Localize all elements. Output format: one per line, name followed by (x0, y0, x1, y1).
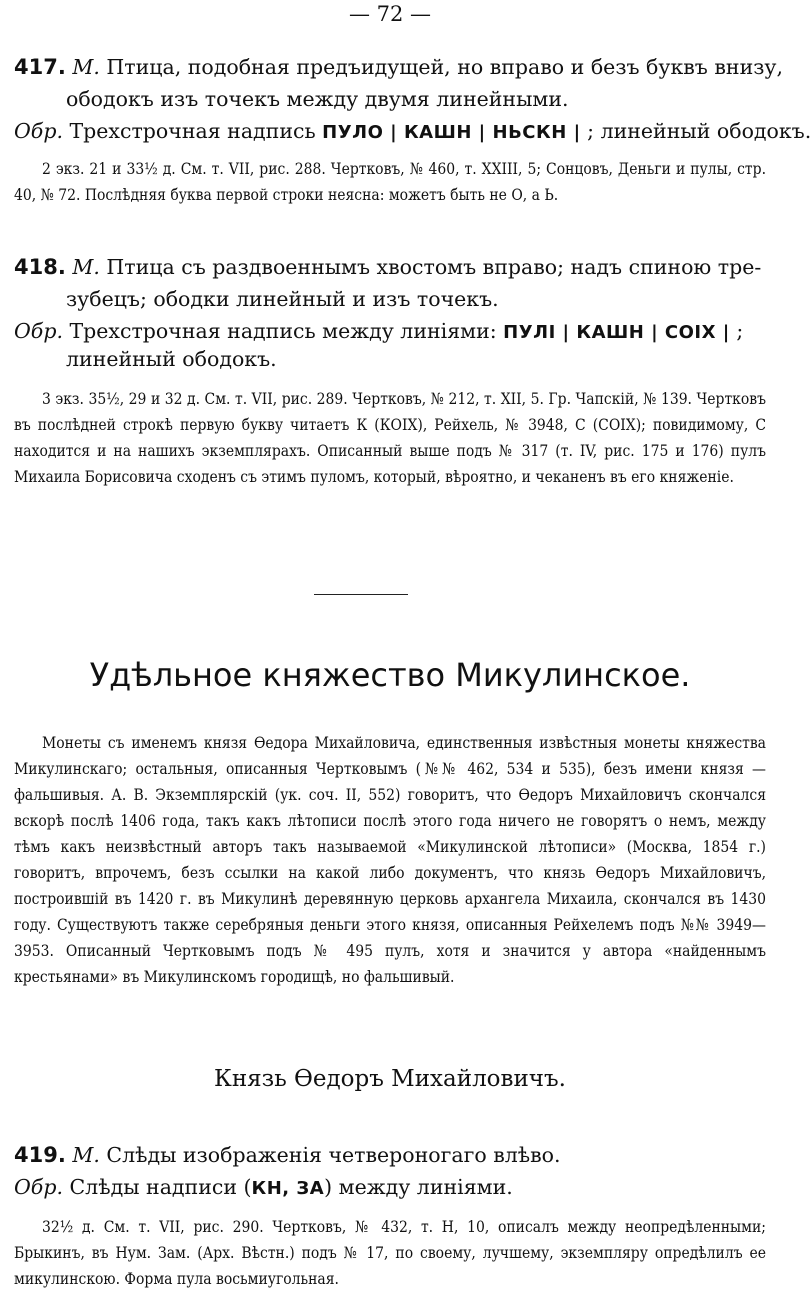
entry-418-number: 418 (14, 255, 58, 279)
entry-417-obverse-line-1: 417. М. Птица, подобная предъидущей, но вправо и безъ буквъ внизу, (14, 55, 783, 79)
entry-418-note: 3 экз. 35½, 29 и 32 д. См. т. VII, рис. 289. Чертковъ, № 212, т. XII, 5. Гр. Чапскій, № 139. Чертковъ въ послѣдней строкѣ первую букву читаетъ К (КОІХ), Рейхель, № 3948, С (СОІХ); повидимому, С находится и на нашихъ экземплярахъ. Описанный выше подъ № 317 (т. IV, рис. 175 и 176) пулъ Михаила Борисовича сходенъ съ этимъ пуломъ, который, вѣроятно, и чеканенъ въ его княженіе. (14, 390, 766, 486)
entry-419-note: 32½ д. См. т. VII, рис. 290. Чертковъ, № 432, т. Н, 10, описалъ между неопредѣленными; Брыкинъ, въ Нум. Зам. (Арх. Вѣстн.) подъ № 17, по своему, лучшему, экземпляру опредѣлилъ ее микулинскою. Форма пула восьмиугольная. (14, 1218, 766, 1288)
entry-419-number: 419 (14, 1143, 58, 1167)
entry-417-label-m: М. (72, 55, 100, 79)
section-divider (314, 594, 408, 595)
entry-418-m-text-2: зубецъ; ободки линейный и изъ точекъ. (66, 287, 499, 311)
entry-419-label-m: М. (72, 1143, 100, 1167)
entry-417-m-text-2: ободокъ изъ точекъ между двумя линейными. (66, 87, 569, 111)
entry-419-inscription: КН, ЗА (251, 1178, 325, 1199)
entry-418-obverse-line-2 (66, 284, 766, 314)
entry-418-obr-post: ; (729, 319, 744, 343)
entry-418-obverse-line-1: 418. М. Птица съ раздвоеннымъ хвостомъ вправо; надъ спиною тре- (14, 255, 762, 279)
entry-419-obr-pre: Слѣды надписи ( (69, 1175, 252, 1199)
entry-418-obr-pre: Трехстрочная надпись между линіями: (69, 319, 504, 343)
entry-419-reverse-line (14, 1172, 766, 1204)
entry-418-label-m: М. (72, 255, 100, 279)
entry-418-label-obr: Обр. (14, 319, 63, 343)
section-text: Монеты съ именемъ князя Ѳедора Михайловича, единственныя извѣстныя монеты княжества Микулинскаго; остальныя, описанныя Чертковымъ (№№ 462, 534 и 535), безъ имени князя — фальшивыя. А. В. Экземплярскій (ук. соч. II, 552) говоритъ, что Ѳедоръ Михайловичъ скончался вскорѣ послѣ 1406 года, такъ какъ лѣтописи послѣ этого года ничего не говорятъ о немъ, между тѣмъ какъ неизвѣстный авторъ такъ называемой «Микулинской лѣтописи» (Москва, 1854 г.) говоритъ, впрочемъ, безъ ссылки на какой либо документъ, что князь Ѳедоръ Михайловичъ, построившій въ 1420 г. въ Микулинѣ деревянную церковь архангела Михаила, скончался въ 1430 году. Существуютъ также серебряныя деньги этого князя, описанныя Рейхелемъ подъ №№ 3949—3953. Описанный Чертковымъ подъ № 495 пулъ, хотя и значится у автора «найденнымъ крестьянами» въ Микулинскомъ городищѣ, но фальшивый. (14, 734, 766, 986)
entry-417-obr-post: ; линейный ободокъ. (580, 119, 811, 143)
page-number: — 72 — (348, 2, 432, 26)
entry-418-m-text-1: Птица съ раздвоеннымъ хвостомъ вправо; надъ спиною тре- (106, 255, 762, 279)
subsection-title: Князь Ѳедоръ Михайловичъ. (214, 1066, 566, 1092)
entry-417-obverse-line-2 (66, 84, 766, 114)
entry-419-m-text: Слѣды изображенія четвероногаго влѣво. (106, 1143, 561, 1167)
entry-417-label-obr: Обр. (14, 119, 63, 143)
entry-419-obverse-line: 419. М. Слѣды изображенія четвероногаго влѣво. (14, 1143, 561, 1167)
entry-419-obr-post: ) между линіями. (324, 1175, 513, 1199)
entry-417-obr-pre: Трехстрочная надпись (69, 119, 323, 143)
entry-418-obr-line-2: линейный ободокъ. (66, 347, 277, 371)
entry-417-m-text-1: Птица, подобная предъидущей, но вправо и безъ буквъ внизу, (106, 55, 783, 79)
entry-419-label-obr: Обр. (14, 1175, 63, 1199)
entry-418-reverse-line-2 (66, 344, 766, 374)
entry-417-number: 417 (14, 55, 58, 79)
entry-417-inscription: ПУЛО | КАШН | НЬСКН | (322, 122, 581, 143)
entry-417-note: 2 экз. 21 и 33½ д. См. т. VII, рис. 288. Чертковъ, № 460, т. XXIII, 5; Сонцовъ, Деньги и пулы, стр. 40, № 72. Послѣдняя буква первой строки неясна: можетъ быть не О, а Ь. (14, 160, 766, 204)
section-title: Удѣльное княжество Микулинское. (89, 656, 691, 694)
entry-417-reverse-line (14, 116, 811, 148)
entry-418-inscription: ПУЛІ | КАШН | СОІХ | (503, 322, 730, 343)
